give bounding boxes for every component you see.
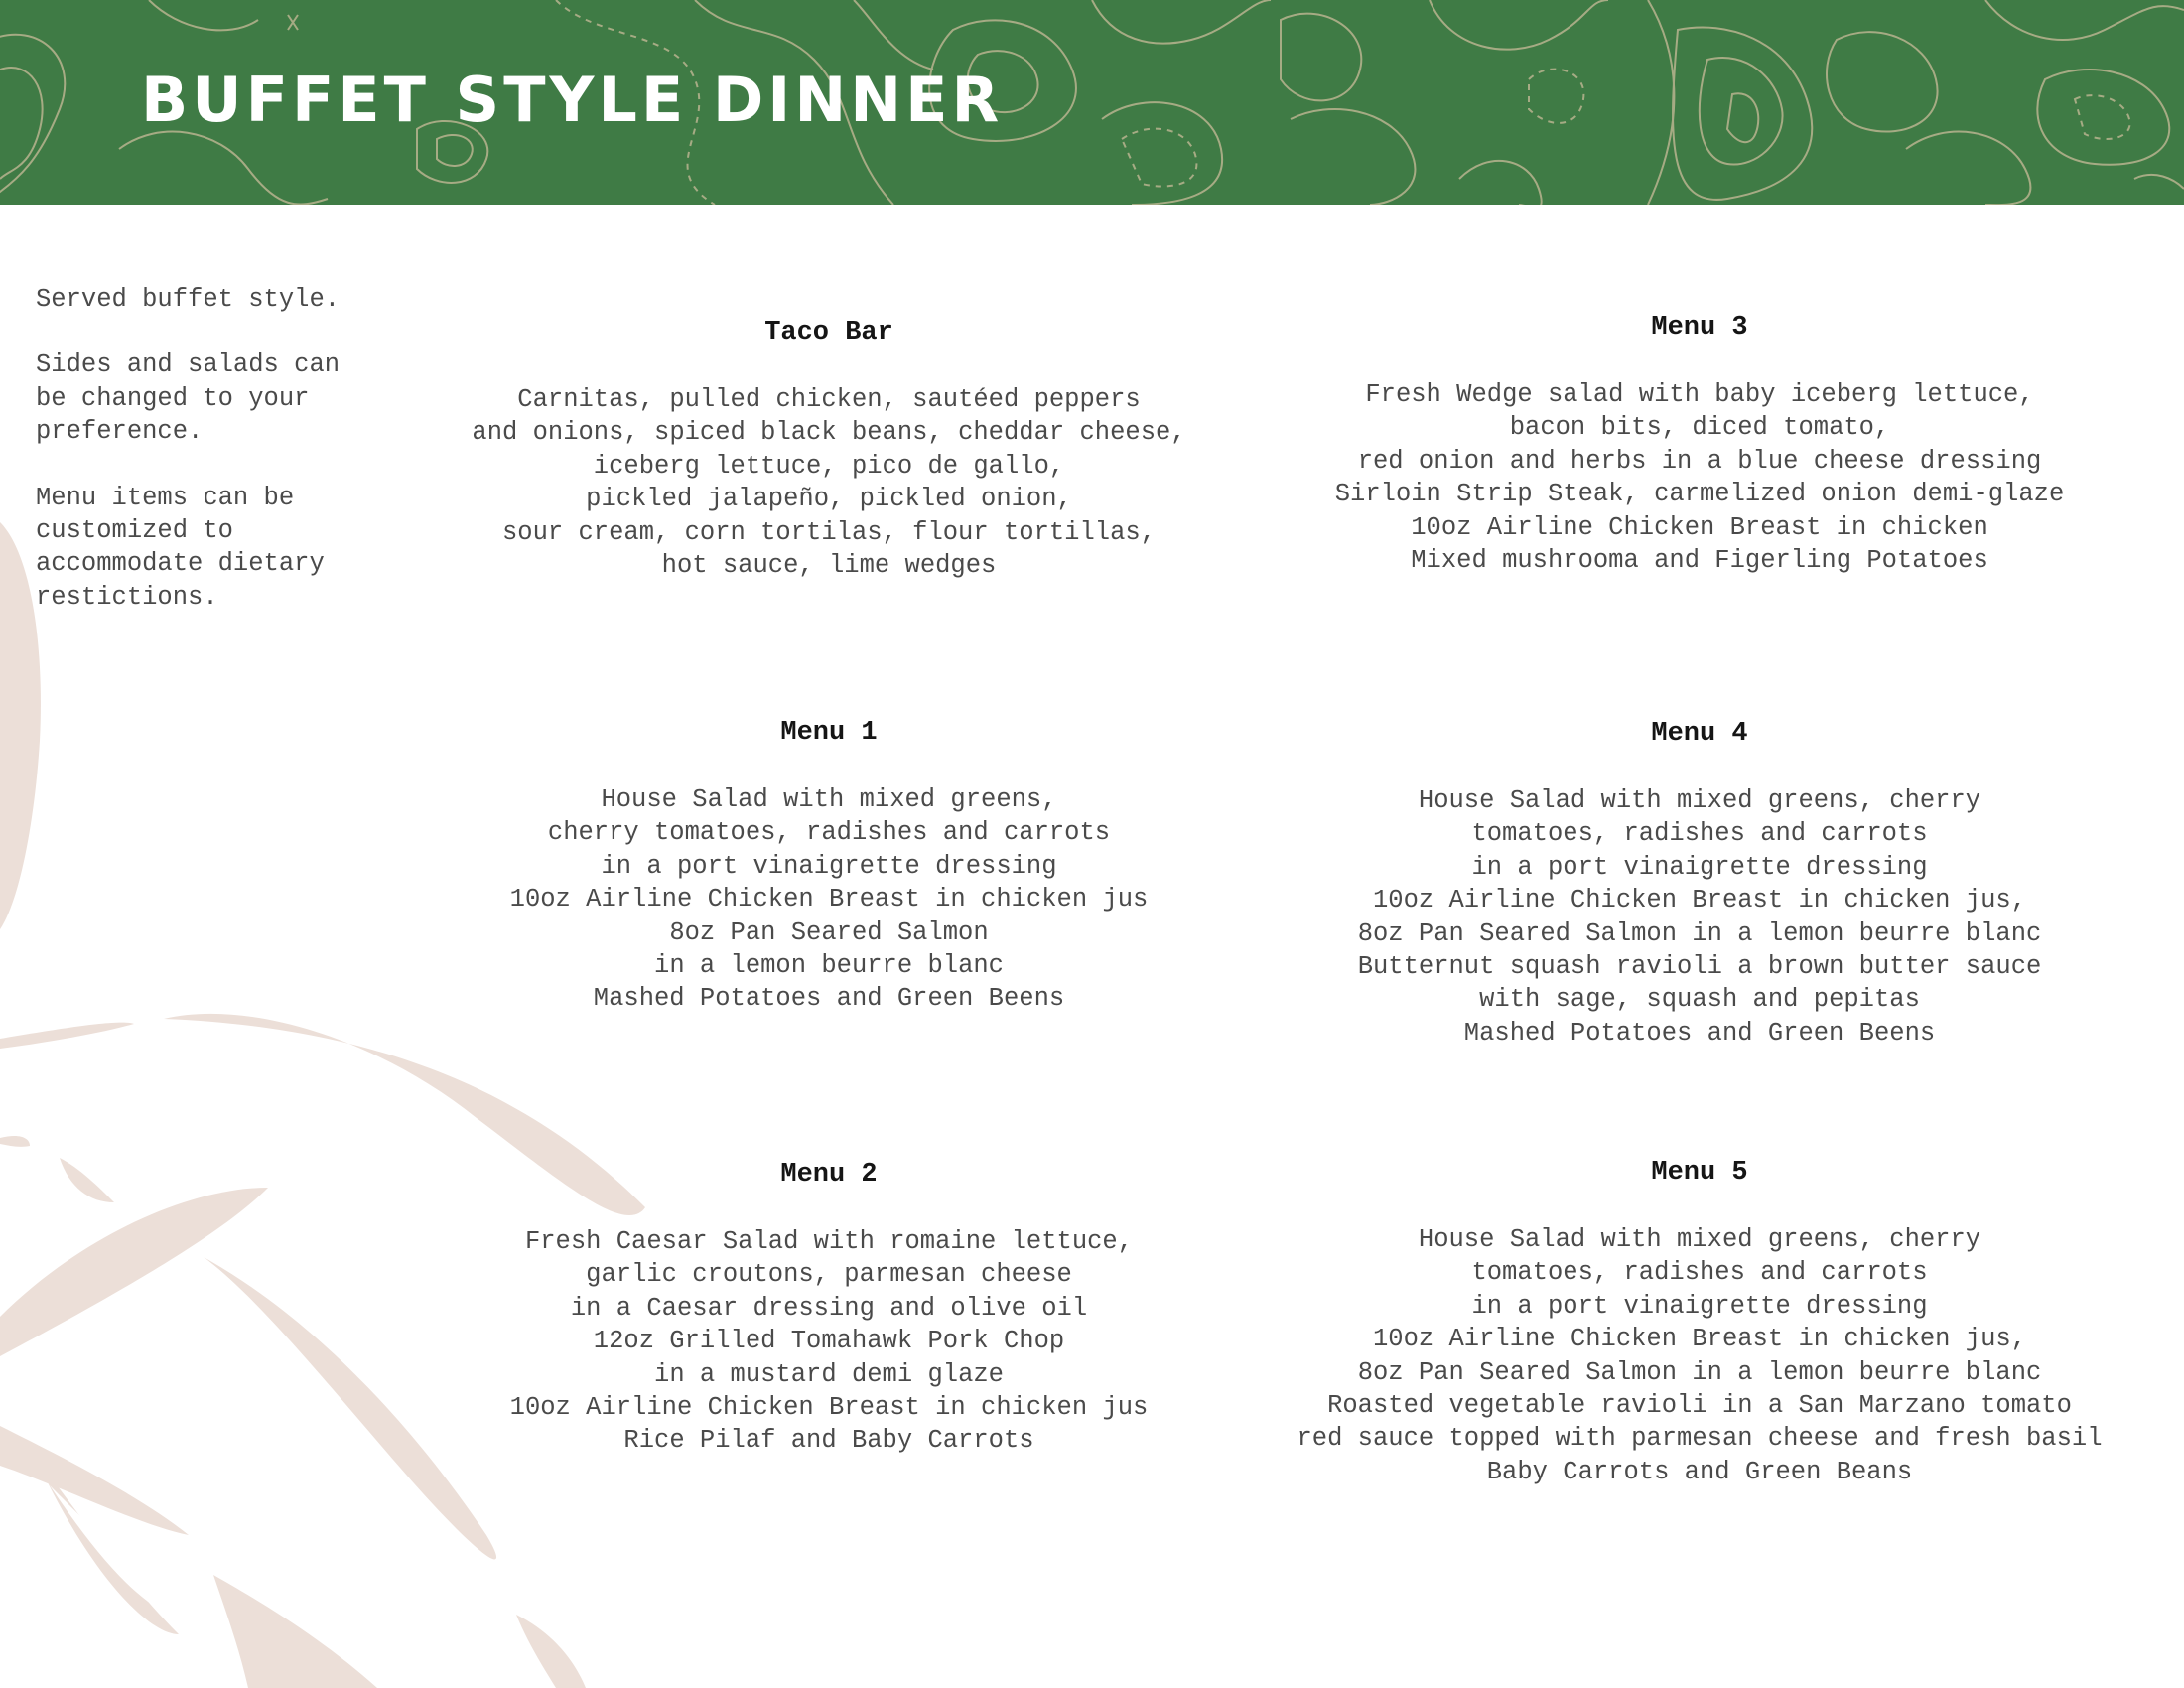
- menu-item-line: Mixed mushrooma and Figerling Potatoes: [1411, 546, 1988, 576]
- menu-item-line: 10oz Airline Chicken Breast in chicken jus: [509, 1393, 1149, 1423]
- menu-items: [427, 783, 1231, 1016]
- menu-items: [427, 383, 1231, 582]
- menu-title: Menu 4: [1651, 719, 1748, 749]
- menu-item-line: Fresh Wedge salad with baby iceberg lettuce,: [1365, 380, 2034, 409]
- menu-item-line: 8oz Pan Seared Salmon in a lemon beurre blanc: [1357, 918, 2042, 948]
- menu-item-line: bacon bits, diced tomato,: [1509, 413, 1890, 443]
- menu-item-line: Sirloin Strip Steak, carmelized onion demi-glaze: [1334, 480, 2065, 509]
- menu-4: [1253, 719, 2146, 1050]
- menu-2: [427, 1160, 1231, 1458]
- menu-item-line: 12oz Grilled Tomahawk Pork Chop: [593, 1327, 1065, 1356]
- intro-line: Sides and salads can be changed to your preference.: [36, 351, 341, 447]
- menu-item-line: pickled jalapeño, pickled onion,: [586, 485, 1072, 514]
- menu-title: Menu 1: [780, 718, 878, 748]
- menu-item-line: Mashed Potatoes and Green Beens: [1463, 1018, 1936, 1048]
- page-title: BUFFET STYLE DINNER: [141, 64, 1004, 136]
- menu-items: [1253, 378, 2146, 577]
- menu-3: [1253, 313, 2146, 577]
- menu-item-line: in a port vinaigrette dressing: [601, 851, 1057, 881]
- menu-item-line: Butternut squash ravioli a brown butter sauce: [1357, 952, 2042, 982]
- header-banner: [0, 0, 2184, 205]
- menu-item-line: cherry tomatoes, radishes and carrots: [547, 818, 1111, 848]
- menu-item-line: garlic croutons, parmesan cheese: [586, 1260, 1072, 1290]
- menu-item-line: 8oz Pan Seared Salmon in a lemon beurre blanc: [1357, 1357, 2042, 1387]
- menu-item-line: in a lemon beurre blanc: [654, 951, 1004, 981]
- menu-title: Menu 3: [1651, 313, 1748, 343]
- menu-item-line: tomatoes, radishes and carrots: [1471, 1258, 1928, 1288]
- menu-item-line: 10oz Airline Chicken Breast in chicken: [1411, 512, 1988, 542]
- menu-item-line: in a mustard demi glaze: [654, 1359, 1004, 1389]
- menu-taco-bar: [427, 318, 1231, 582]
- menu-1: [427, 718, 1231, 1016]
- menu-item-line: 10oz Airline Chicken Breast in chicken jus,: [1372, 886, 2026, 915]
- intro-line: Menu items can be customized to accommodate dietary restictions.: [36, 483, 325, 612]
- menu-item-line: Fresh Caesar Salad with romaine lettuce,: [524, 1227, 1134, 1256]
- menu-item-line: Carnitas, pulled chicken, sautéed peppers: [517, 385, 1141, 414]
- intro-line: Served buffet style.: [36, 285, 341, 314]
- menu-item-line: and onions, spiced black beans, cheddar cheese,: [472, 418, 1186, 448]
- menu-item-line: Baby Carrots and Green Beans: [1486, 1457, 1913, 1486]
- menu-item-line: 10oz Airline Chicken Breast in chicken jus: [509, 885, 1149, 914]
- menu-title: Menu 5: [1651, 1158, 1748, 1188]
- menu-item-line: 8oz Pan Seared Salmon: [669, 917, 989, 947]
- menu-item-line: 10oz Airline Chicken Breast in chicken jus,: [1372, 1325, 2026, 1354]
- menu-5: [1253, 1158, 2146, 1488]
- menu-item-line: House Salad with mixed greens,: [601, 785, 1057, 814]
- menu-item-line: Mashed Potatoes and Green Beens: [593, 984, 1065, 1014]
- menu-item-line: red onion and herbs in a blue cheese dressing: [1357, 446, 2042, 476]
- menu-title: Menu 2: [780, 1160, 878, 1190]
- menu-item-line: Rice Pilaf and Baby Carrots: [623, 1426, 1034, 1456]
- menu-item-line: hot sauce, lime wedges: [661, 551, 997, 581]
- menu-items: [1253, 784, 2146, 1050]
- menu-item-line: House Salad with mixed greens, cherry: [1418, 786, 1981, 815]
- menu-item-line: iceberg lettuce, pico de gallo,: [593, 451, 1065, 481]
- menu-items: [427, 1225, 1231, 1458]
- menu-item-line: tomatoes, radishes and carrots: [1471, 819, 1928, 849]
- menu-item-line: with sage, squash and pepitas: [1479, 985, 1920, 1015]
- menu-item-line: House Salad with mixed greens, cherry: [1418, 1225, 1981, 1254]
- menu-title: Taco Bar: [764, 318, 893, 348]
- menu-items: [1253, 1223, 2146, 1488]
- menu-item-line: in a port vinaigrette dressing: [1471, 1291, 1928, 1321]
- intro-notes: [36, 283, 393, 646]
- menu-item-line: red sauce topped with parmesan cheese and fresh basil: [1297, 1424, 2103, 1454]
- menu-item-line: in a Caesar dressing and olive oil: [570, 1293, 1088, 1323]
- menu-item-line: sour cream, corn tortilas, flour tortillas,: [501, 517, 1156, 547]
- menu-item-line: Roasted vegetable ravioli in a San Marzano tomato: [1327, 1391, 2072, 1421]
- menu-item-line: in a port vinaigrette dressing: [1471, 852, 1928, 882]
